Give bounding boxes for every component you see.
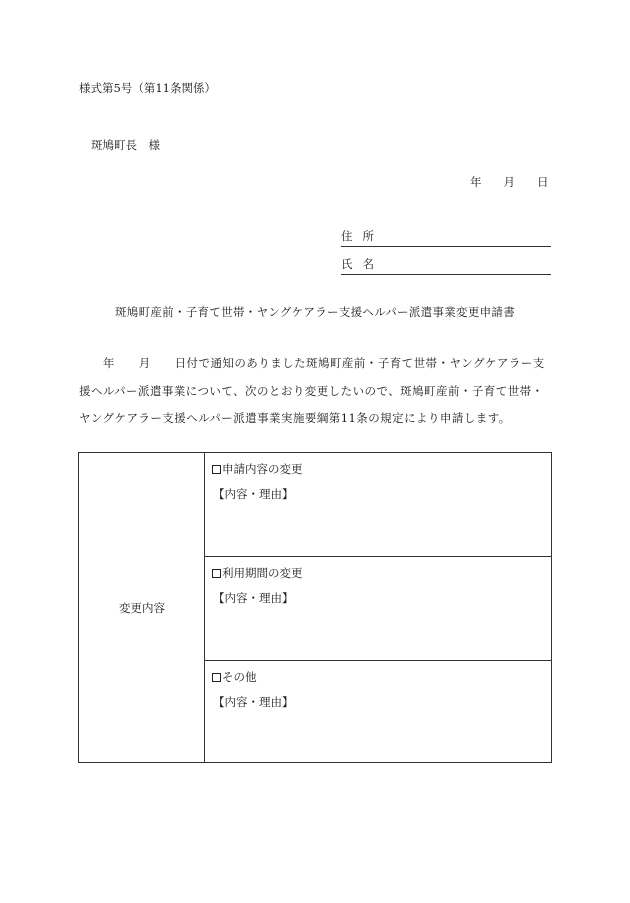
address-label: 住所 <box>341 229 384 243</box>
checkbox-period-change[interactable] <box>212 569 221 578</box>
option-label: その他 <box>222 670 257 684</box>
change-content-table <box>78 452 552 763</box>
row-header-cell <box>79 453 205 762</box>
addressee: 斑鳩町長 様 <box>91 138 160 152</box>
body-text: 年 月 日付で通知のありました斑鳩町産前・子育て世帯・ヤングケアラー支援ヘルパー派遣事業について、次のとおり変更したいので、斑鳩町産前・子育て世帯・ヤングケアラー支援ヘルパー派遣事業実施要綱第11条の規定により申請します。 <box>79 356 545 425</box>
option-label: 申請内容の変更 <box>222 462 303 476</box>
checkbox-other[interactable] <box>212 673 221 682</box>
reason-label: 【内容・理由】 <box>213 591 294 605</box>
form-number: 様式第5号（第11条関係） <box>79 81 216 95</box>
row-header-label: 変更内容 <box>119 601 165 615</box>
name-label: 氏名 <box>341 257 384 271</box>
option-label: 利用期間の変更 <box>222 566 303 580</box>
year-label: 年 <box>470 175 482 189</box>
day-label: 日 <box>537 175 549 189</box>
reason-label: 【内容・理由】 <box>213 487 294 501</box>
reason-label: 【内容・理由】 <box>213 695 294 709</box>
document-title: 斑鳩町産前・子育て世帯・ヤングケアラー支援ヘルパー派遣事業変更申請書 <box>114 305 516 319</box>
option-cell-application-change <box>205 453 551 556</box>
option-cell-period-change <box>205 556 551 660</box>
option-cell-other <box>205 660 551 763</box>
date-line <box>470 174 549 190</box>
applicant-name-field[interactable] <box>341 256 551 275</box>
checkbox-application-change[interactable] <box>212 465 221 474</box>
applicant-address-field[interactable] <box>341 228 551 247</box>
month-label: 月 <box>503 175 515 189</box>
